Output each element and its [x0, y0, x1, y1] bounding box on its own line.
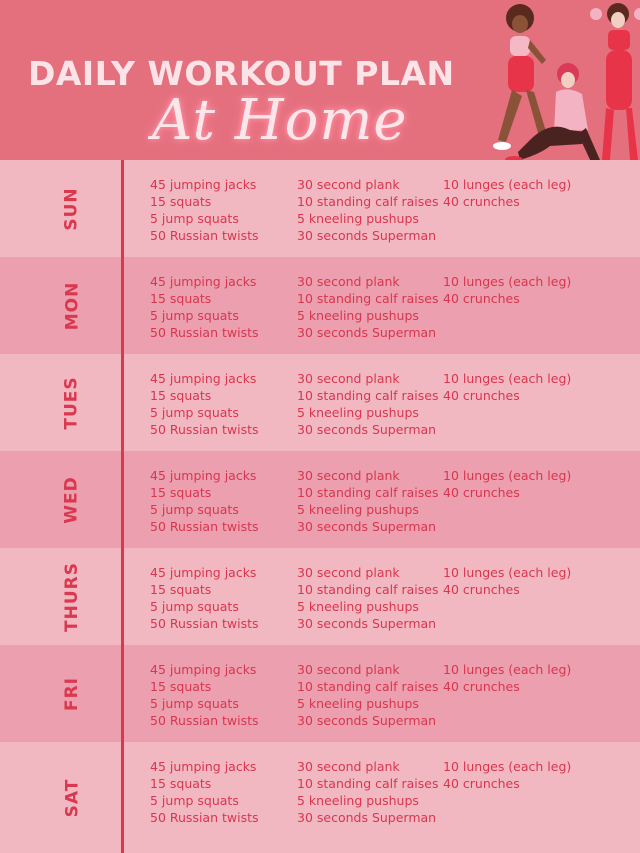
exercise-item: 5 jump squats: [150, 793, 239, 808]
exercise-item: 50 Russian twists: [150, 228, 259, 243]
exercise-item: 30 second plank: [297, 468, 400, 483]
exercise-item: 10 standing calf raises: [297, 194, 439, 209]
exercise-item: 45 jumping jacks: [150, 662, 257, 677]
exercise-item: 10 standing calf raises: [297, 582, 439, 597]
exercise-item: 5 jump squats: [150, 696, 239, 711]
exercise-item: 50 Russian twists: [150, 422, 259, 437]
exercise-item: 30 seconds Superman: [297, 519, 437, 534]
exercise-item: 50 Russian twists: [150, 325, 259, 340]
exercise-item: 45 jumping jacks: [150, 468, 257, 483]
exercise-item: 40 crunches: [443, 194, 520, 209]
exercise-item: 10 lunges (each leg): [443, 177, 572, 192]
exercise-item: 5 kneeling pushups: [297, 308, 419, 323]
exercise-item: 30 second plank: [297, 371, 400, 386]
day-label-container: [48, 257, 96, 354]
exercise-item: 10 standing calf raises: [297, 291, 439, 306]
day-row: [0, 354, 640, 451]
exercise-item: 15 squats: [150, 679, 212, 694]
exercise-item: 5 kneeling pushups: [297, 211, 419, 226]
exercise-item: 15 squats: [150, 776, 212, 791]
exercise-item: 30 second plank: [297, 274, 400, 289]
exercise-item: 30 seconds Superman: [297, 422, 437, 437]
day-label: TUES: [62, 375, 83, 430]
exercise-item: 50 Russian twists: [150, 519, 259, 534]
day-row: [0, 548, 640, 645]
exercise-column: [443, 273, 571, 307]
exercise-item: 15 squats: [150, 194, 212, 209]
exercise-item: 10 standing calf raises: [297, 679, 439, 694]
day-label-container: [48, 742, 96, 853]
exercise-item: 5 jump squats: [150, 308, 239, 323]
day-label: WED: [61, 475, 82, 524]
day-label-container: [48, 451, 96, 548]
exercise-column: [150, 467, 259, 535]
exercise-item: 10 standing calf raises: [297, 388, 439, 403]
exercise-item: 50 Russian twists: [150, 810, 259, 825]
exercise-column: [297, 564, 438, 632]
exercise-item: 15 squats: [150, 582, 212, 597]
exercise-item: 5 kneeling pushups: [297, 793, 419, 808]
exercise-item: 50 Russian twists: [150, 713, 259, 728]
exercise-column: [443, 661, 571, 695]
exercise-item: 10 lunges (each leg): [443, 565, 572, 580]
exercise-item: 40 crunches: [443, 388, 520, 403]
exercise-column: [443, 467, 571, 501]
day-label: MON: [62, 281, 83, 330]
day-label: FRI: [62, 676, 82, 711]
exercise-item: 30 seconds Superman: [297, 713, 437, 728]
exercise-item: 30 seconds Superman: [297, 810, 437, 825]
exercise-item: 5 jump squats: [150, 405, 239, 420]
exercise-item: 30 seconds Superman: [297, 228, 437, 243]
exercise-item: 45 jumping jacks: [150, 274, 257, 289]
day-row: [0, 742, 640, 853]
day-label: SAT: [62, 778, 82, 817]
exercise-item: 15 squats: [150, 291, 212, 306]
day-label: THURS: [62, 561, 82, 632]
exercise-item: 15 squats: [150, 485, 212, 500]
day-row: [0, 451, 640, 548]
exercise-item: 45 jumping jacks: [150, 565, 257, 580]
day-label-container: [48, 354, 96, 451]
page-title: DAILY WORKOUT PLAN: [28, 54, 455, 93]
exercise-item: 40 crunches: [443, 485, 520, 500]
exercise-column: [297, 758, 438, 826]
women-exercising-illustration: [490, 0, 640, 160]
exercise-item: 40 crunches: [443, 776, 520, 791]
exercise-column: [443, 564, 571, 598]
exercise-column: [150, 176, 259, 244]
exercise-column: [443, 176, 571, 210]
day-label-container: [48, 548, 96, 645]
exercise-item: 5 kneeling pushups: [297, 599, 419, 614]
day-label: SUN: [62, 186, 82, 231]
exercise-column: [150, 661, 259, 729]
exercise-item: 10 lunges (each leg): [443, 759, 572, 774]
exercise-item: 30 second plank: [297, 565, 400, 580]
exercise-column: [297, 273, 438, 341]
page-subtitle: At Home: [152, 88, 408, 153]
exercise-column: [150, 758, 259, 826]
exercise-item: 45 jumping jacks: [150, 371, 257, 386]
exercise-item: 30 second plank: [297, 177, 400, 192]
day-row: [0, 160, 640, 257]
exercise-item: 40 crunches: [443, 679, 520, 694]
exercise-item: 5 kneeling pushups: [297, 405, 419, 420]
exercise-column: [297, 176, 438, 244]
day-label-container: [48, 645, 96, 742]
day-row: [0, 257, 640, 354]
exercise-item: 10 standing calf raises: [297, 776, 439, 791]
exercise-item: 30 second plank: [297, 662, 400, 677]
exercise-item: 5 kneeling pushups: [297, 696, 419, 711]
exercise-column: [150, 370, 259, 438]
exercise-item: 10 lunges (each leg): [443, 662, 572, 677]
exercise-item: 40 crunches: [443, 582, 520, 597]
exercise-column: [443, 758, 571, 792]
exercise-item: 10 lunges (each leg): [443, 371, 572, 386]
exercise-item: 45 jumping jacks: [150, 759, 257, 774]
exercise-item: 5 jump squats: [150, 599, 239, 614]
exercise-item: 5 kneeling pushups: [297, 502, 419, 517]
exercise-item: 10 lunges (each leg): [443, 468, 572, 483]
exercise-column: [150, 273, 259, 341]
exercise-item: 30 seconds Superman: [297, 325, 437, 340]
header-banner: [0, 0, 640, 160]
exercise-item: 45 jumping jacks: [150, 177, 257, 192]
column-divider: [121, 160, 124, 853]
exercise-item: 30 seconds Superman: [297, 616, 437, 631]
exercise-column: [150, 564, 259, 632]
exercise-column: [297, 467, 438, 535]
day-row: [0, 645, 640, 742]
exercise-item: 10 standing calf raises: [297, 485, 439, 500]
exercise-column: [297, 661, 438, 729]
exercise-item: 50 Russian twists: [150, 616, 259, 631]
exercise-item: 30 second plank: [297, 759, 400, 774]
exercise-item: 40 crunches: [443, 291, 520, 306]
exercise-item: 15 squats: [150, 388, 212, 403]
exercise-item: 5 jump squats: [150, 211, 239, 226]
day-label-container: [48, 160, 96, 257]
exercise-column: [443, 370, 571, 404]
exercise-column: [297, 370, 438, 438]
exercise-item: 5 jump squats: [150, 502, 239, 517]
exercise-item: 10 lunges (each leg): [443, 274, 572, 289]
